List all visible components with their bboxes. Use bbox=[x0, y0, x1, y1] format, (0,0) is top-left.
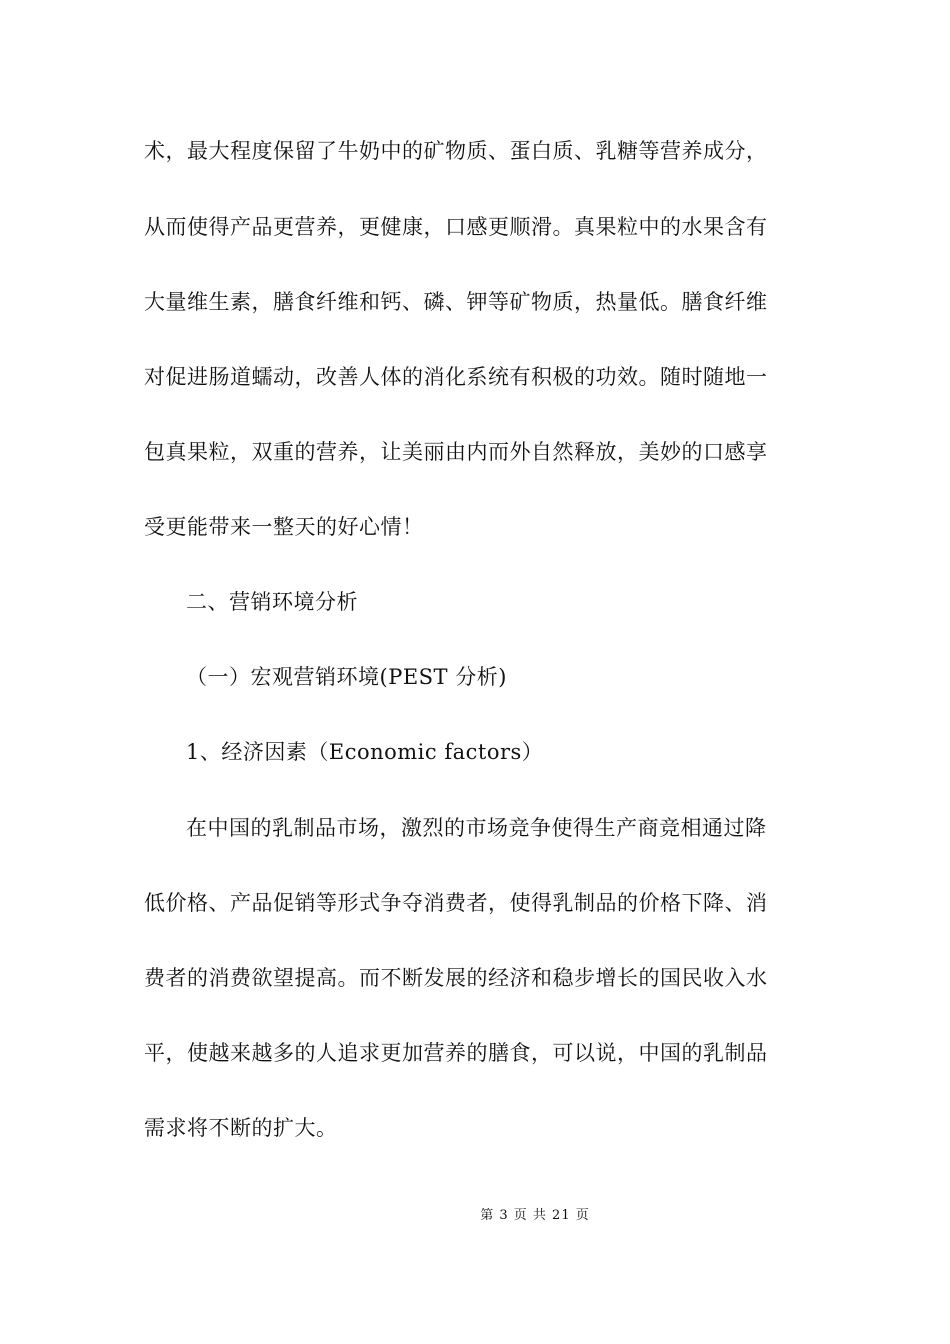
paragraph-line: 包真果粒，双重的营养，让美丽由内而外自然释放，美妙的口感享 bbox=[144, 440, 768, 464]
paragraph-line: 受更能带来一整天的好心情！ bbox=[144, 515, 424, 539]
paragraph-line: 从而使得产品更营养，更健康，口感更顺滑。真果粒中的水果含有 bbox=[144, 215, 768, 239]
section-heading: 二、营销环境分析 bbox=[186, 590, 358, 614]
paragraph-line: 对促进肠道蠕动，改善人体的消化系统有积极的功效。随时随地一 bbox=[144, 365, 768, 389]
item-heading: 1、经济因素（Economic factors） bbox=[186, 740, 544, 764]
paragraph-line: 术，最大程度保留了牛奶中的矿物质、蛋白质、乳糖等营养成分， bbox=[144, 139, 768, 163]
paragraph-line: 费者的消费欲望提高。而不断发展的经济和稳步增长的国民收入水 bbox=[144, 966, 768, 990]
page-number-footer: 第 3 页 共 21 页 bbox=[480, 1208, 590, 1223]
paragraph-line: 平，使越来越多的人追求更加营养的膳食，可以说，中国的乳制品 bbox=[144, 1041, 768, 1065]
paragraph-line: 在中国的乳制品市场，激烈的市场竞争使得生产商竞相通过降 bbox=[186, 816, 767, 840]
paragraph-line: 需求将不断的扩大。 bbox=[144, 1116, 338, 1140]
paragraph-line: 大量维生素，膳食纤维和钙、磷、钾等矿物质，热量低。膳食纤维 bbox=[144, 290, 768, 314]
paragraph-line: 低价格、产品促销等形式争夺消费者，使得乳制品的价格下降、消 bbox=[144, 891, 768, 915]
subsection-heading: （一）宏观营销环境(PEST 分析) bbox=[186, 665, 507, 689]
